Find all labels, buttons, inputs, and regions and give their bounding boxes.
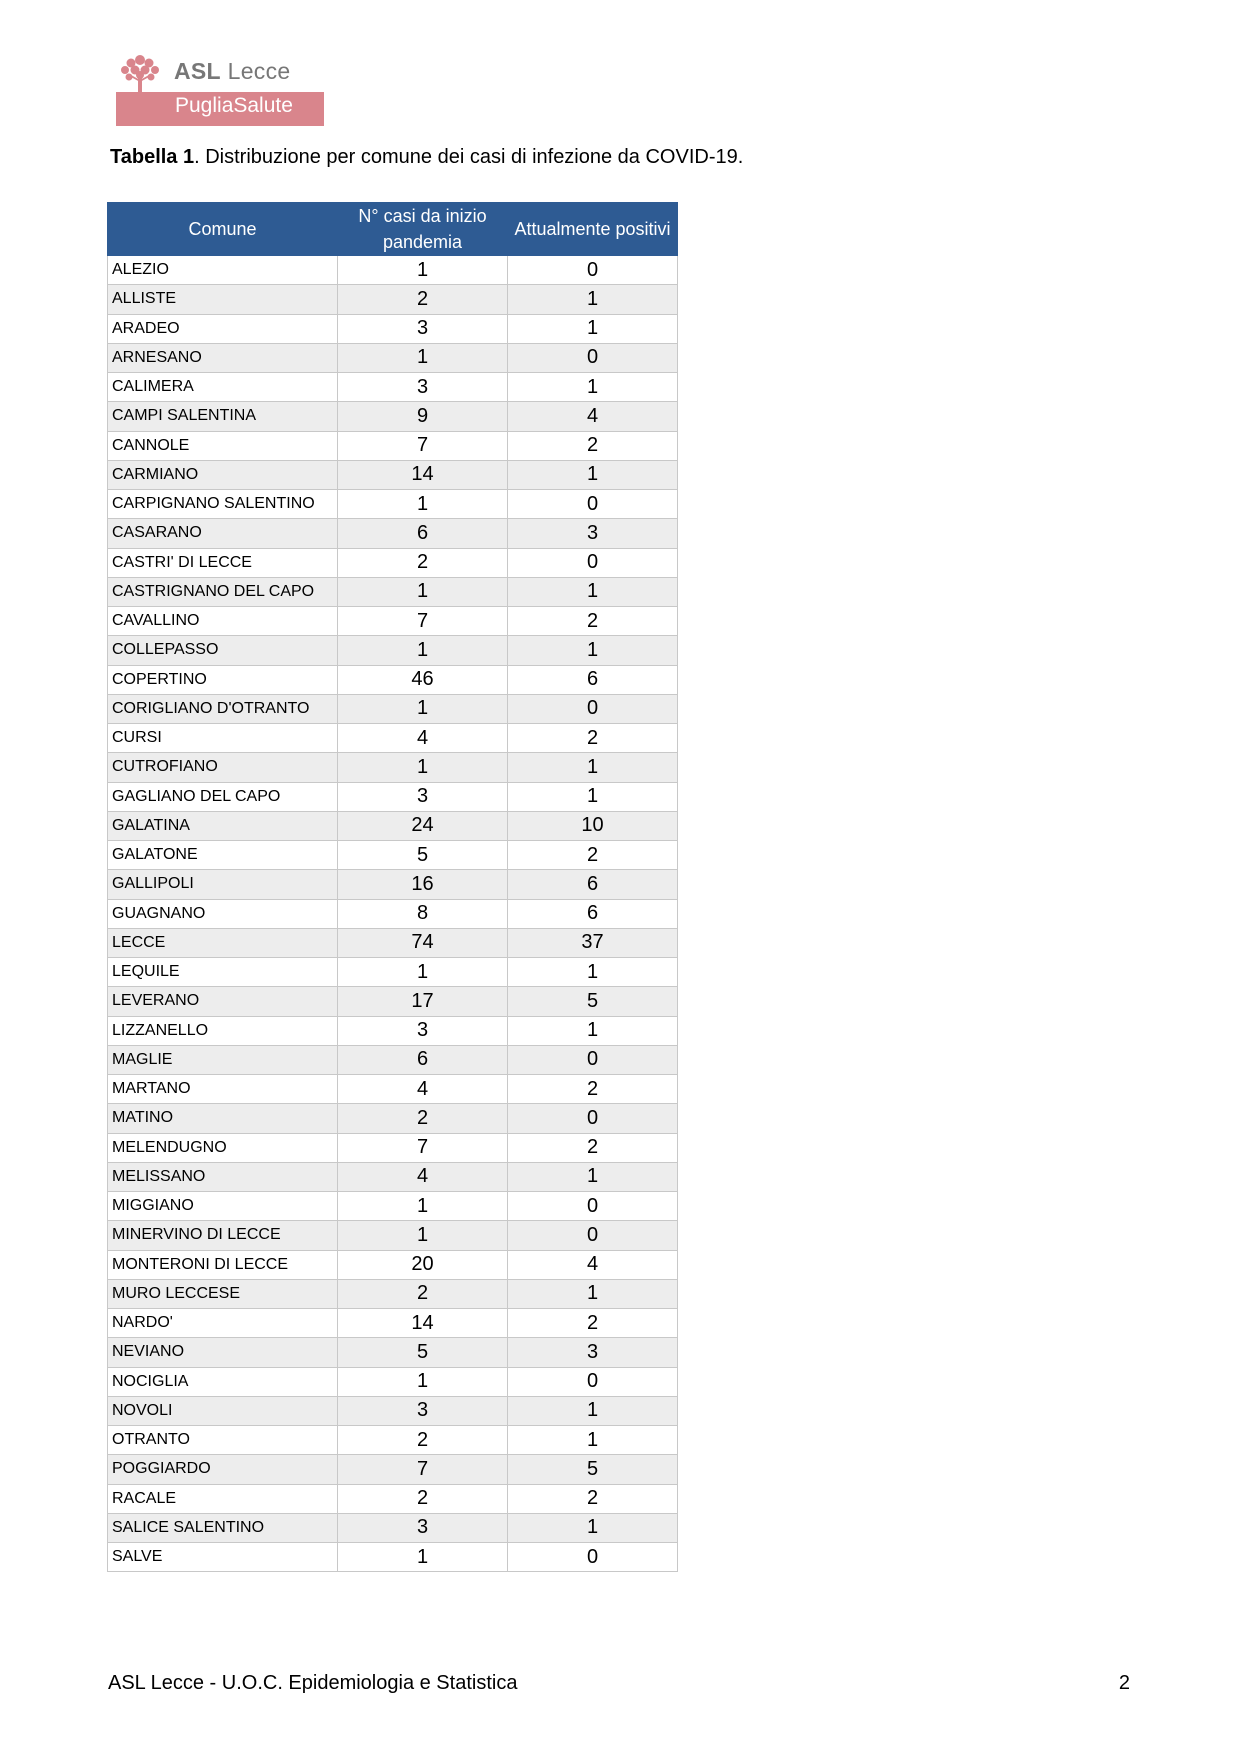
cell-currently-positive: 0 <box>508 1367 678 1396</box>
cell-currently-positive: 1 <box>508 1279 678 1308</box>
cell-total-cases: 1 <box>338 694 508 723</box>
cell-total-cases: 46 <box>338 665 508 694</box>
table-row <box>108 607 678 636</box>
table-row <box>108 314 678 343</box>
table-row <box>108 987 678 1016</box>
cell-comune: CASARANO <box>108 519 338 548</box>
table-row <box>108 1338 678 1367</box>
cell-comune: ARADEO <box>108 314 338 343</box>
cell-currently-positive: 3 <box>508 1338 678 1367</box>
cell-currently-positive: 1 <box>508 753 678 782</box>
cell-currently-positive: 0 <box>508 1221 678 1250</box>
cell-total-cases: 1 <box>338 1543 508 1572</box>
cell-total-cases: 24 <box>338 811 508 840</box>
table-row <box>108 841 678 870</box>
page-number: 2 <box>1118 1672 1130 1694</box>
cell-currently-positive: 2 <box>508 431 678 460</box>
cell-total-cases: 5 <box>338 841 508 870</box>
cell-total-cases: 14 <box>338 1309 508 1338</box>
cell-currently-positive: 0 <box>508 1104 678 1133</box>
cell-comune: CARPIGNANO SALENTINO <box>108 490 338 519</box>
cell-total-cases: 5 <box>338 1338 508 1367</box>
cell-comune: LEQUILE <box>108 958 338 987</box>
table-row <box>108 460 678 489</box>
table-row <box>108 811 678 840</box>
cell-currently-positive: 2 <box>508 607 678 636</box>
cell-comune: NEVIANO <box>108 1338 338 1367</box>
table-row <box>108 724 678 753</box>
cell-comune: MATINO <box>108 1104 338 1133</box>
cell-total-cases: 1 <box>338 490 508 519</box>
table-row <box>108 1513 678 1542</box>
cell-total-cases: 1 <box>338 1192 508 1221</box>
cell-currently-positive: 0 <box>508 256 678 285</box>
cell-comune: NOCIGLIA <box>108 1367 338 1396</box>
cell-currently-positive: 1 <box>508 636 678 665</box>
table-row <box>108 1426 678 1455</box>
cell-total-cases: 14 <box>338 460 508 489</box>
cell-currently-positive: 2 <box>508 1133 678 1162</box>
table-row <box>108 490 678 519</box>
cell-currently-positive: 1 <box>508 577 678 606</box>
cell-total-cases: 3 <box>338 314 508 343</box>
cell-currently-positive: 2 <box>508 1309 678 1338</box>
cell-comune: LIZZANELLO <box>108 1016 338 1045</box>
cell-currently-positive: 5 <box>508 1455 678 1484</box>
cell-currently-positive: 6 <box>508 870 678 899</box>
cell-total-cases: 16 <box>338 870 508 899</box>
footer-text: ASL Lecce - U.O.C. Epidemiologia e Statistica <box>108 1672 518 1694</box>
table-row <box>108 1396 678 1425</box>
cell-comune: SALVE <box>108 1543 338 1572</box>
logo-band <box>116 92 324 126</box>
cell-currently-positive: 2 <box>508 1075 678 1104</box>
table-row <box>108 1279 678 1308</box>
table-row <box>108 1221 678 1250</box>
cell-currently-positive: 2 <box>508 841 678 870</box>
table-row <box>108 373 678 402</box>
table-row <box>108 1309 678 1338</box>
table-row <box>108 958 678 987</box>
table-row <box>108 1075 678 1104</box>
cell-currently-positive: 1 <box>508 373 678 402</box>
cell-comune: MAGLIE <box>108 1045 338 1074</box>
cell-comune: MONTERONI DI LECCE <box>108 1250 338 1279</box>
cell-comune: RACALE <box>108 1484 338 1513</box>
cell-total-cases: 4 <box>338 724 508 753</box>
cell-total-cases: 1 <box>338 958 508 987</box>
cell-currently-positive: 4 <box>508 402 678 431</box>
cell-total-cases: 3 <box>338 1016 508 1045</box>
table-row <box>108 928 678 957</box>
cell-comune: POGGIARDO <box>108 1455 338 1484</box>
table-row <box>108 1543 678 1572</box>
cell-comune: LEVERANO <box>108 987 338 1016</box>
table-row <box>108 1455 678 1484</box>
cell-comune: CASTRIGNANO DEL CAPO <box>108 577 338 606</box>
cell-total-cases: 1 <box>338 1221 508 1250</box>
cell-comune: GALATONE <box>108 841 338 870</box>
cell-total-cases: 9 <box>338 402 508 431</box>
table-row <box>108 285 678 314</box>
cell-comune: MELISSANO <box>108 1162 338 1191</box>
cell-currently-positive: 6 <box>508 665 678 694</box>
cell-total-cases: 7 <box>338 607 508 636</box>
cell-comune: NARDO' <box>108 1309 338 1338</box>
cell-total-cases: 2 <box>338 1484 508 1513</box>
table-caption <box>110 146 743 169</box>
table-row <box>108 256 678 285</box>
cell-total-cases: 6 <box>338 1045 508 1074</box>
cell-comune: COLLEPASSO <box>108 636 338 665</box>
cell-comune: COPERTINO <box>108 665 338 694</box>
table-row <box>108 1484 678 1513</box>
table-row <box>108 548 678 577</box>
header-currently-positive: Attualmente positivi <box>508 203 678 256</box>
cell-comune: NOVOLI <box>108 1396 338 1425</box>
cell-comune: ARNESANO <box>108 343 338 372</box>
cell-total-cases: 4 <box>338 1075 508 1104</box>
cell-comune: MIGGIANO <box>108 1192 338 1221</box>
caption-text: . Distribuzione per comune dei casi di infezione da COVID-19. <box>194 146 744 168</box>
cell-total-cases: 1 <box>338 636 508 665</box>
cell-currently-positive: 10 <box>508 811 678 840</box>
header-total-cases: N° casi da inizio pandemia <box>338 203 508 256</box>
table-row <box>108 577 678 606</box>
cell-total-cases: 1 <box>338 753 508 782</box>
table-row <box>108 753 678 782</box>
cell-comune: CUTROFIANO <box>108 753 338 782</box>
table-row <box>108 1192 678 1221</box>
cell-currently-positive: 1 <box>508 782 678 811</box>
cell-currently-positive: 3 <box>508 519 678 548</box>
cell-comune: SALICE SALENTINO <box>108 1513 338 1542</box>
cell-currently-positive: 2 <box>508 724 678 753</box>
cell-comune: GAGLIANO DEL CAPO <box>108 782 338 811</box>
cell-total-cases: 1 <box>338 343 508 372</box>
cell-comune: GALATINA <box>108 811 338 840</box>
cell-currently-positive: 1 <box>508 460 678 489</box>
tree-icon <box>116 50 164 96</box>
logo-subtitle: PugliaSalute <box>175 94 293 117</box>
cell-comune: CANNOLE <box>108 431 338 460</box>
table-row <box>108 519 678 548</box>
cell-total-cases: 74 <box>338 928 508 957</box>
cell-total-cases: 20 <box>338 1250 508 1279</box>
cell-currently-positive: 1 <box>508 1426 678 1455</box>
table-row <box>108 1104 678 1133</box>
cell-currently-positive: 0 <box>508 694 678 723</box>
cell-comune: CASTRI' DI LECCE <box>108 548 338 577</box>
cell-comune: CAVALLINO <box>108 607 338 636</box>
table-row <box>108 1045 678 1074</box>
cell-currently-positive: 1 <box>508 1016 678 1045</box>
table-body <box>108 256 678 1572</box>
cell-total-cases: 6 <box>338 519 508 548</box>
table-row <box>108 402 678 431</box>
cell-currently-positive: 1 <box>508 285 678 314</box>
cell-total-cases: 7 <box>338 431 508 460</box>
table-row <box>108 1250 678 1279</box>
cell-comune: ALEZIO <box>108 256 338 285</box>
cell-comune: CURSI <box>108 724 338 753</box>
cell-comune: GALLIPOLI <box>108 870 338 899</box>
cell-total-cases: 17 <box>338 987 508 1016</box>
table-row <box>108 694 678 723</box>
cell-currently-positive: 1 <box>508 958 678 987</box>
cell-comune: MARTANO <box>108 1075 338 1104</box>
table-row <box>108 343 678 372</box>
cell-currently-positive: 5 <box>508 987 678 1016</box>
cell-comune: CORIGLIANO D'OTRANTO <box>108 694 338 723</box>
cell-total-cases: 4 <box>338 1162 508 1191</box>
cell-total-cases: 7 <box>338 1455 508 1484</box>
table-row <box>108 1016 678 1045</box>
cell-total-cases: 3 <box>338 1513 508 1542</box>
cell-currently-positive: 1 <box>508 314 678 343</box>
asl-lecce-logo <box>116 50 324 126</box>
cell-currently-positive: 37 <box>508 928 678 957</box>
table-row <box>108 870 678 899</box>
cell-comune: OTRANTO <box>108 1426 338 1455</box>
logo-name: ASL Lecce <box>174 58 291 84</box>
cell-comune: MINERVINO DI LECCE <box>108 1221 338 1250</box>
header-comune: Comune <box>108 203 338 256</box>
caption-label: Tabella 1 <box>110 146 195 168</box>
table-row <box>108 431 678 460</box>
cell-comune: CARMIANO <box>108 460 338 489</box>
cell-total-cases: 1 <box>338 1367 508 1396</box>
cell-currently-positive: 0 <box>508 548 678 577</box>
cell-comune: ALLISTE <box>108 285 338 314</box>
table-header-row <box>108 203 678 256</box>
cell-total-cases: 1 <box>338 256 508 285</box>
table-row <box>108 636 678 665</box>
table-row <box>108 1133 678 1162</box>
cell-total-cases: 3 <box>338 1396 508 1425</box>
cell-currently-positive: 1 <box>508 1513 678 1542</box>
cell-currently-positive: 2 <box>508 1484 678 1513</box>
cell-currently-positive: 0 <box>508 343 678 372</box>
cell-comune: CAMPI SALENTINA <box>108 402 338 431</box>
cell-total-cases: 2 <box>338 285 508 314</box>
table-row <box>108 1367 678 1396</box>
cell-total-cases: 3 <box>338 373 508 402</box>
cell-currently-positive: 0 <box>508 1192 678 1221</box>
cell-total-cases: 2 <box>338 1426 508 1455</box>
covid-cases-table <box>107 202 678 1572</box>
cell-comune: LECCE <box>108 928 338 957</box>
table-row <box>108 899 678 928</box>
cell-total-cases: 2 <box>338 1279 508 1308</box>
cell-total-cases: 2 <box>338 548 508 577</box>
cell-currently-positive: 1 <box>508 1396 678 1425</box>
cell-comune: MURO LECCESE <box>108 1279 338 1308</box>
cell-comune: GUAGNANO <box>108 899 338 928</box>
cell-currently-positive: 0 <box>508 490 678 519</box>
cell-currently-positive: 4 <box>508 1250 678 1279</box>
cell-currently-positive: 1 <box>508 1162 678 1191</box>
cell-currently-positive: 0 <box>508 1543 678 1572</box>
cell-total-cases: 8 <box>338 899 508 928</box>
table-row <box>108 1162 678 1191</box>
cell-comune: MELENDUGNO <box>108 1133 338 1162</box>
cell-total-cases: 1 <box>338 577 508 606</box>
table-row <box>108 782 678 811</box>
table-row <box>108 665 678 694</box>
cell-comune: CALIMERA <box>108 373 338 402</box>
cell-total-cases: 7 <box>338 1133 508 1162</box>
cell-total-cases: 3 <box>338 782 508 811</box>
cell-currently-positive: 6 <box>508 899 678 928</box>
cell-total-cases: 2 <box>338 1104 508 1133</box>
cell-currently-positive: 0 <box>508 1045 678 1074</box>
